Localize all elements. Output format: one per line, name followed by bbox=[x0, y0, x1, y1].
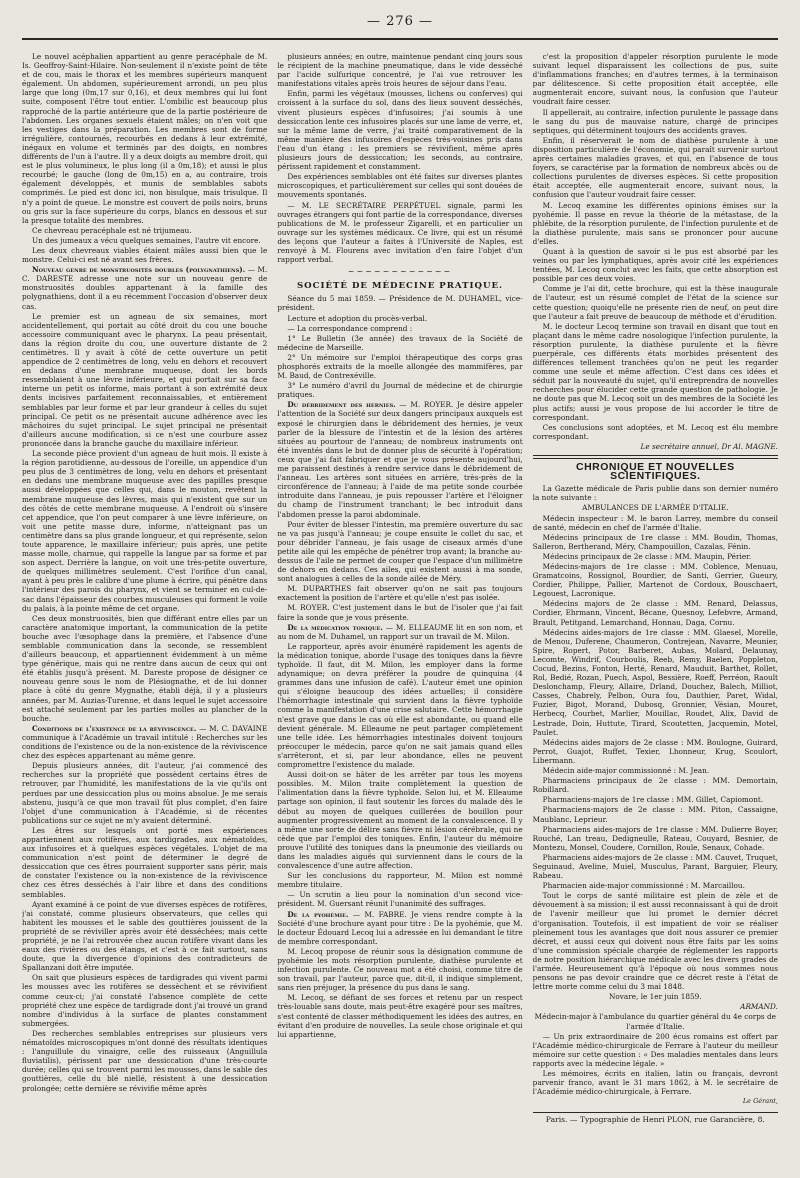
paragraph: Depuis plusieurs années, dit l'auteur, j'ai commencé des recherches sur la propriété que possèdent certains êtres de retrouver, par l'humidité, les manifestations de la vie qu'ils ont perdues par une dessiccation plus ou moins absolue. Je me serais abstenu, jusqu'à ce que mon travail fût plus complet, d'en faire l'objet d'une communication à l'Académie, si de récentes publications sur ce sujet ne m'y avaient déterminé. bbox=[22, 761, 268, 825]
paragraph: Pharmaciens-majors de 2e classe : MM. Piton, Cassaigne, Maublanc, Leprieur. bbox=[532, 805, 778, 824]
header-rule bbox=[22, 38, 778, 40]
paragraph: Séance du 5 mai 1859. — Présidence de M. DUHAMEL, vice-président. bbox=[277, 294, 523, 313]
article-heading bbox=[22, 265, 267, 310]
paragraph: — M. C. DARESTE adresse une note sur un nouveau genre de monstruosités doubles appartenant à la famille des polygnathiens, dont il a eu récemment l'occasion d'observer deux cas. bbox=[22, 265, 268, 311]
paragraph: — M. ELLEAUME lit en son nom, et au nom de M. Duhamel, un rapport sur un travail de M. Milon. bbox=[277, 622, 523, 641]
paragraph: Le nouvel acéphalien appartient au genre peracéphale de M. Is. Geoffroy-Saint-Hilaire. Non-seulement il n'existe point de tête et de cou, mais le thorax et les membres supérieurs manquent également. Un abdomen, supérieurement arrondi, un peu plus large que long (0m,17 sur 0,16), et deux membres qui lui font suite, composent l'être tout entier. L'ombilic est beaucoup plus rapproché de la partie antérieure que de la partie postérieure de l'abdomen. Les organes sexuels étaient mâles; on n'en voit que les vestiges dans la préparation. Les membres sont de forme irrégulière, contournés, recourbés en dedans à leur extrémité, inégaux en volume et terminés par des doigts, en nombres différents de l'un à l'autre. Il y a deux doigts au membre droit, qui est le plus volumineux, le plus long (il a 0m,18); et aussi le plus recourbé; le gauche (long de 0m,15) en a, au contraire, trois également développés, et munis de semblables sabots comprimés. Le pied est donc ici, non bisulque, mais trisulque. Il n'y a point de queue. Le monstre est couvert de poils noirs, bruns ou gris sur la face supérieure du corps, blancs en dessous et sur la presque totalité des membres. bbox=[22, 52, 268, 225]
paragraph: On sait que plusieurs espèces de tardigrades qui vivent parmi les mousses avec les rotifères se dessèchent et se réviviﬁent comme ceux-ci; j'ai constaté l'absence complète de cette propriété chez une espèce de tardigrade dont j'ai trouvé un grand nombre d'individus à la surface de plantes constamment submergées. bbox=[22, 973, 268, 1028]
paragraph: — M. LE SECRÉTAIRE PERPÉTUEL signale, parmi les ouvrages étrangers qui font partie de la correspondance, diverses publications de M. le professeur Zigarelli, et en particulier un ouvrage sur les systèmes médicaux. Ce livre, qui est un résumé des leçons que l'auteur a faites à l'Université de Naples, est renvoyé à M. Flourens avec invitation d'en faire l'objet d'un rapport verbal. bbox=[277, 200, 523, 265]
paragraph: Médecins-majors de 1re classe : MM. Coblence, Menuau, Gramatcoins, Rossignol, Bourdier, de Santi, Gerrier, Gueury, Cordier, Philippe, Pallier, Martenot de Cordoux, Bouschaert, Legouest, Lacronique. bbox=[532, 561, 778, 599]
paragraph: c'est la proposition d'appeler résorption purulente le mode suivant lequel disparaissent les collections de pus, suite d'inflammations franches; en d'autres termes, à la terminaison par délitescence. Si cette proposition était acceptée, elle augmenterait encore, suivant nous, la confusion que l'auteur voudrait faire cesser. bbox=[532, 52, 778, 107]
paragraph: Médecins principaux de 2e classe : MM. Maupin, Périer. bbox=[542, 551, 752, 561]
paragraph: Il appellerait, au contraire, infection purulente le passage dans le sang du pus de mauvaise nature, chargé de principes septiques, qui déterminent toujours des accidents graves. bbox=[532, 107, 778, 135]
paragraph: M. ROYER. C'est justement dans le but de l'isoler que j'ai fait faire la sonde que je vous présente. bbox=[277, 603, 523, 622]
paragraph: M. Lecoq propose de réunir sous la désignation commune de pyohémie les mots résorption purulente, diathèse purulente et infection purulente. Ce nouveau mot a été choisi, comme titre de son travail, par l'auteur, parce que, dit-il, il indique simplement, sans rien préjuger, la présence du pus dans le sang. bbox=[277, 946, 523, 993]
dateline: Novare, le 1er juin 1859. bbox=[609, 992, 702, 1002]
author-name: ARMAND. bbox=[740, 1002, 778, 1012]
paragraph: Le rapporteur, après avoir énuméré rapidement les agents de la médication tonique, aborde l'usage des toniques dans la fièvre typhoïde. Il faut, dit M. Milon, les employer dans la forme adynamique; on devra préférer la poudre de quinquina (4 grammes dans une infusion de café). L'auteur émet une opinion qui s'éloigne beaucoup des idées actuelles; il considère l'hémorrhagie intestinale qui survient dans la fièvre typhoïde comme la manifestation d'une crise salutaire. Cette hémorrhagie n'est grave que dans le cas où elle est abondante, ou quand elle devient générale. M. Elleaume ne peut partager complètement une telle idée. Les hémorrhagies intestinales doivent toujours préoccuper le médecin, parce qu'on ne sait jamais quand elles s'arrêteront, et si, par leur abondance, elles ne peuvent compromettre l'existence du malade. bbox=[277, 641, 523, 770]
paragraph: Les deux chevreaux viables étaient mâles aussi bien que le monstre. Celui-ci est né avant ses frères. bbox=[22, 245, 268, 265]
author-title: Médecin-major à l'ambulance du quartier général du 4e corps de l'armée d'Italie. bbox=[534, 1012, 776, 1031]
paragraph: 3° Le numéro d'avril du Journal de médecine et de chirurgie pratiques. bbox=[277, 381, 523, 400]
paragraph: Médecins aides majors de 2e classe : MM. Boulogne, Guirard, Perrot, Guajot, Ruffet, Texier, Lhonneur, Krug, Scoulort, Libermann. bbox=[532, 737, 778, 765]
paragraph: Aussi doit-on se hâter de les arrêter par tous les moyens possibles. M. Milon traite complètement la question de l'alimentation dans la fièvre typhoïde. Selon lui, et M. Elleaume partage son opinion, il faut soutenir les forces du malade dès le début au moyen de quelques cuillerées de bouillon pour augmenter progressivement au moment de la convalescence. Il y a même une sorte de délire sans fièvre ni lésion cérébrale, qui ne cède que par l'emploi des toniques. Enfin, l'auteur du mémoire prouve l'utilité des toniques dans la pneumonie des vieillards ou dans les maladies aiguës qui surviennent dans le cours de la convalescence d'une autre affection. bbox=[277, 770, 523, 871]
paragraph: M. DUPARTHES fait observer qu'on ne sait pas toujours exactement la position de l'artère et qu'elle n'est pas isolée. bbox=[277, 584, 523, 603]
paragraph: Quant à la question de savoir si le pus est absorbé par les veines ou par les lymphatiques, après avoir cité les expériences tentées, M. Lecoq conclut avec les faits, que cette absorption est possible par ces deux voies. bbox=[532, 246, 778, 284]
paragraph: Ayant examiné à ce point de vue diverses espèces de rotifères, j'ai constaté, comme plusieurs observateurs, que celles qui habitent les mousses et le sable des gouttières jouissent de la propriété de se réviviller après avoir été desséchées; mais cette propriété, je ne l'ai retrouvée chez aucun rotifère vivant dans les eaux des rivières ou des étangs, et c'est à ce fait surtout, sans doute, que la divergence d'opinions des contradicteurs de Spallanzani doit être imputée. bbox=[22, 899, 268, 973]
paragraph: Le premier est un agneau de six semaines, mort accidentellement, qui portait au côté droit du cou une bouche accessoire communiquant avec le pharynx. La peau présentait, dans la région droite du cou, une ouverture distante de 2 centimètres. Il y avait à côté de cette ouverture un petit appendice de 2 centimètres de long, velu en dehors et recouvert en dedans d'une membrane muqueuse, dont les bords ressemblaient à une lèvre inférieure, et qui portait sur sa face interne un petit os informe, mais portant à son extrémité deux dents incisives parfaitement reconnaissables, et entièrement semblables par leur forme et par leur grandeur à celles du sujet principal. Ce petit os ne présentait aucune adhérence avec les mâchoires du sujet principal. Le sujet principal ne présentait d'ailleurs aucune modification, si ce n'est une courbure assez prononcée dans la branche gauche du maxillaire inférieur. bbox=[22, 311, 268, 448]
paragraph: Médecins majors de 2e classe : MM. Renard, Delassus, Cordier, Ehrmann, Vincent, Bécane, Quesnoy, Lefebvre, Armand, Brault, Petitgand, Lemarchand, Honnau, Daga, Cornu. bbox=[532, 599, 778, 627]
paragraph: M. Lecoq examine les différentes opinions émises sur la pyohémie. Il passe en revue la théorie de la métastase, de la phlébite, de la résorption purulente, de l'infection purulente et de la diathèse purulente, mais sans se prononcer pour aucune d'elles. bbox=[532, 200, 778, 246]
article-title: De la pyohémie. bbox=[287, 909, 349, 919]
paragraph: La Gazette médicale de Paris publie dans son dernier numéro la note suivante : bbox=[532, 484, 778, 503]
column-1 bbox=[22, 52, 267, 1162]
footer-rule bbox=[533, 1112, 778, 1113]
paragraph: Médecin inspecteur : M. le baron Larrey, membre du conseil de santé, médecin en chef de l'armée d'Italie. bbox=[532, 513, 778, 532]
manager-signature: Le Gérant, bbox=[742, 1097, 778, 1106]
paragraph: 2° Un mémoire sur l'emploi thérapeutique des corps gras phosphorés extraits de la moelle allongée des mammifères, par M. Baud, de Contrexéville. bbox=[277, 352, 523, 381]
paragraph: Pharmaciens aides-majors de 1re classe : MM. Dulierre Boyer, Rouché, Lan treau, Dedigneulle, Rateau, Couyard, Besnier, de Montezu, Monsel, Coudere, Cornillon, Roule, Senaux, Cohade. bbox=[532, 824, 778, 852]
paragraph: plusieurs années; en outre, maintenue pendant cinq jours sous le récipient de la machine pneumatique, dans le vide desséché par l'acide sulfurique concentré, je l'ai vue retrouver les manifestations vitales après trois heures de séjour dans l'eau. bbox=[277, 52, 523, 89]
paragraph: Sur les conclusions du rapporteur, M. Milon est nommé membre titulaire. bbox=[277, 871, 523, 890]
paragraph: M. le docteur Lecoq termine son travail en disant que tout en plaçant dans le même cadre nosologique l'infection purulente, la résorption purulente, la diathèse purulente et la fièvre puerpérale, ces différents états morbides présentent des différences tellement tranchées qu'on ne peut les regarder comme une seule et même affection. C'est dans ces idées et séduit par la nouveauté du sujet, qu'il entreprendra de nouvelles recherches pour élucider cette grande question de pathologie. Je ne doute pas que M. Lecoq soit un des membres de la Société les plus actifs; aussi je vous propose de lui accorder le titre de correspondant. bbox=[532, 321, 778, 422]
paragraph: Pour éviter de blesser l'intestin, ma première ouverture du sac ne va pas jusqu'à l'anneau; je coupe ensuite le collet du sac, et pour débrider l'anneau, je fais usage de ciseaux armés d'une petite aile qui les empêche de pénétrer trop avant; la branche au-dessus de l'aile ne permet de couper que l'espace d'un millimètre de dehors en dedans. Ces ailes, qui existent aussi à ma sonde, sont analogues à celles de la sonde ailée de Méry. bbox=[277, 519, 523, 584]
page-header bbox=[22, 14, 778, 36]
paragraph: Enfin, il réserverait le nom de diathèse purulente à une disposition particulière de l'économie, qui paraît survenir surtout après certaines maladies graves, et qui, en l'absence de tous foyers, se caractérise par la formation de nombreux abcès ou de collections purulentes de diverses espèces. Si cette proposition était acceptée, elle augmenterait encore, suivant nous, la confusion que l'auteur voudrait faire cesser. bbox=[532, 135, 778, 200]
paragraph: Comme je l'ai dit, cette brochure, qui est la thèse inaugurale de l'auteur, est un résumé complet de l'état de la science sur cette question; quoiqu'elle ne présente rien de neuf, on peut dire que l'auteur a fait preuve de beaucoup de méthode et d'érudition. bbox=[532, 284, 778, 321]
paragraph: — M. FABRE. Je viens rendre compte à la Société d'une brochure ayant pour titre : De la pyohémie, que M. le docteur Édouard Lecoq lui a adressée en lui demandant le titre de membre correspondant. bbox=[277, 909, 523, 946]
paragraph: Les êtres sur lesquels ont porté mes expériences appartiennent aux rotifères, aux tardigrades, aux nématoïdes, aux infusoires et à quelques espèces végétales. L'objet de ma communication n'est point de déterminer le degré de dessiccation que ces êtres pourraient supporter sans périr, mais de constater l'existence ou la non-existence de la réviviscence chez ces êtres desséchés à l'air libre et dans des conditions semblables. bbox=[22, 825, 268, 899]
page-number: — 276 — bbox=[366, 14, 434, 29]
paragraph: Médecins aides-majors de 1re classe : MM. Glaesel, Morelle, de Menou, Duferene, Chaumeron, Contrejean, Navarre, Meunier, Spire, Ropert, Potor, Barberet, Aubas, Molard, Delaunay, Lecomte, Windrif, Courboulis, Reeb, Remy, Baelen, Poppleton, Cocud, Bezins, Fonton, Herté, Renard, Mauduit, Barthet, Rollet, Rol, Bedié, Rozan, Puech, Aspol, Bessière, Roeff, Perréon, Raoult Deslonchamp, Fleury, Allaire, Drland, Douchez, Balech, Milliot, Casses, Chabrely, Pelbon, Oura fou, Dauthier, Paret, Widal, Fuzier, Bigot, Morand, Dubosq, Gronnier, Vésian, Mouret, Herbecq, Courbet, Marlier, Mouillac, Roudet, Alix, David de Lestrade, Doin, Huttute, Tirard, Scoutetten, Jacquemin, Motel, Paulet. bbox=[532, 627, 778, 737]
paragraph: 1° Le Bulletin (3e année) des travaux de la Société de médecine de Marseille. bbox=[277, 333, 523, 352]
section-title: SOCIÉTÉ DE MÉDECINE PRATIQUE. bbox=[296, 281, 504, 292]
paragraph: Pharmaciens aides-majors de 2e classe : MM. Cauvet, Truquet, Seguinaud, Aveline, Muiel, Musculus, Parant, Barguier, Fleury, Rabeau. bbox=[532, 852, 778, 881]
section-title: CHRONIQUE ET NOUVELLES SCIENTIFIQUES. bbox=[576, 461, 735, 483]
divider-ornament: ~~~~~~~~~~~~ bbox=[347, 267, 453, 277]
article-heading bbox=[277, 400, 522, 518]
paragraph: Ces conclusions sont adoptées, et M. Lecoq est élu membre correspondant. bbox=[532, 422, 778, 441]
paragraph: Ces deux monstruosités, bien que différant entre elles par un caractère anatomique important, la communication de la petite bouche avec l'œsophage dans la première, et l'absence d'une semblable communication dans la seconde, se ressemblent d'ailleurs beaucoup, et appartiennent évidemment à un même type générique, mais qui ne rentre dans aucun de ceux qui ont été établis jusqu'à présent. M. Dareste propose de désigner ce nouveau genre sous le nom de Plésiognathe, et de lui donner place à côté du genre Mygnathe, établi déjà, il y a plusieurs années, par M. Auzias-Turenne, et dans lequel le sujet accessoire est attaché seulement par les parties molles au plancher de la bouche. bbox=[22, 613, 268, 723]
paragraph: — La correspondance comprend : bbox=[287, 323, 413, 333]
paragraph: Les mémoires, écrits en italien, latin ou français, devront parvenir franco, avant le 31 mars 1862, à M. le secrétaire de l'Académie médico-chirurgicale, à Ferrare. bbox=[532, 1069, 778, 1097]
column-2 bbox=[277, 52, 522, 1162]
paragraph: M. Lecoq, se défiant de ses forces et retenu par un respect très-louable sans doute, mais peut-être exagéré pour ses maîtres, s'est contenté de classer méthodiquement les idées des autres, en évitant d'en produire de nouvelles. La seule chose originale et qui lui appartienne, bbox=[277, 993, 523, 1039]
column-3 bbox=[533, 52, 778, 1162]
article-heading bbox=[277, 910, 522, 946]
article-title: Conditions de l'existence de la réviviscence. bbox=[32, 723, 197, 733]
article-title: De la médication tonique. bbox=[287, 622, 383, 632]
paragraph: Des expériences semblables ont été faites sur diverses plantes microscopiques, et particulièrement sur celles qui sont douées de mouvements spontanés. bbox=[277, 172, 523, 200]
paragraph: Des recherches semblables entreprises sur plusieurs vers nématoïdes microscopiques m'ont donné des résultats identiques : l'anguillule du vinaigre, celle des ruisseaux (Anguillula fluviatilis), périssent par une dessiccation d'une très-courte durée; celles qui se trouvent parmi les mousses, dans le sable des gouttières, celle du blé niellé, résistent à une dessiccation prolongée; cette dernière se réviviﬁe même après bbox=[22, 1028, 268, 1093]
signature: Le secrétaire annuel, Dr Al. MAGNE. bbox=[640, 441, 778, 451]
paragraph: La seconde pièce provient d'un agneau de huit mois. Il existe à la région parotidienne, au-dessous de l'oreille, un appendice d'un peu plus de 3 centimètres de long, velu en dehors et présentant en dedans une membrane muqueuse avec des papilles presque aussi développées que celles qui, dans le mouton, revêtent la membrane muqueuse des lèvres, mais qui n'existent que sur un des côtés de cette membrane muqueuse. A l'endroit où s'insère cet appendice, que l'on peut comparer à une lèvre inférieure, on voit une petite masse dure, informe, n'atteignant pas un centimètre dans sa plus grande longueur, et qui représente, selon toute apparence, le maxillaire inférieur; puis après, une petite masse molle, charnue, qui rappelle la langue par sa forme et par son aspect. Derrière la langue, on voit une très-petite ouverture, de quelques millimètres seulement. C'est l'orifice d'un canal, ayant à peu près le calibre d'une plume à écrire, qui pénètre dans l'intérieur des parois du pharynx, et vient se terminer en cul-de-sac dans l'épaisseur des courbes musculeuses qui forment le voile du palais, à la pointe même de cet organe. bbox=[22, 449, 268, 613]
paragraph: Médecins principaux de 1re classe : MM. Boudin, Thomas, Salleron, Bertherand, Méry, Champouillon, Cazalas, Fénin. bbox=[532, 532, 778, 551]
article-title: Du débridement des hernies. bbox=[287, 400, 396, 410]
article-title: Nouveau genre de monstruosités doubles (polygnathiens). bbox=[32, 265, 246, 275]
article-heading bbox=[277, 623, 522, 641]
paragraph: Pharmacien aide-major commissionné : M. Marcaillou. bbox=[542, 881, 745, 891]
paragraph: Pharmaciens principaux de 2e classe : MM. Demortain, Robillard. bbox=[532, 776, 778, 795]
paragraph: Enfin, parmi les végétaux (mousses, lichens ou conferves) qui croissent à la surface du sol, dans des lieux souvent desséchés, vivent plusieurs espèces d'infusoires; j'ai soumis à une dessiccation lente ces infusoires placés sur une lame de verre, et, sur la même lame de verre, j'ai traité comparativement de la même manière des infusoires d'espèces très-voisines pris dans l'eau d'un étang : les premiers se réviviﬁent, même après plusieurs jours de dessiccation; les seconds, au contraire, périssent rapidement et constamment. bbox=[277, 89, 523, 172]
paragraph: Lecture et adoption du procès-verbal. bbox=[287, 313, 428, 323]
paragraph: Médecin aide-major commissionné : M. Jean. bbox=[542, 766, 710, 776]
subsection-title: AMBULANCES DE L'ARMÉE D'ITALIE. bbox=[582, 503, 729, 513]
paragraph: — M. ROYER. Je désire appeler l'attention de la Société sur deux dangers principaux auxquels est exposé le chirurgien dans le débridement des hernies, je veux parler de la blessure de l'intestin et de la lésion des artères situées au pourtour de l'anneau; de nombreux instruments ont été inventés dans le but de donner plus de sécurité à l'opération; ceux que j'ai fait fabriquer et que je vous présente aujourd'hui, me paraissent destinés à rendre service dans le débridement de l'anneau. Les artères sont situées en arrière, très-près de la circonférence de l'anneau; à l'aide de ma petite sonde courbée introduite dans l'anneau, je puis repousser l'artère et l'éloigner du champ de l'instrument tranchant; le bec introduit dans l'abdomen presse la paroi abdominale. bbox=[277, 400, 523, 519]
columns bbox=[22, 52, 778, 1162]
paragraph: Un des jumeaux a vécu quelques semaines, l'autre vit encore. bbox=[32, 235, 261, 245]
paragraph: Tout le corps de santé militaire est plein de zèle et de dévouement à sa mission; il est aussi reconnaissant à qui de droit de l'avenir meilleur que lui promet le dernier décret d'organisation. Toutefois, il est impatient de voir se réaliser pleinement tous les avantages que doit nous assurer ce premier décret, et aussi ceux qui doivent nous être faits par les soins d'une commission spéciale chargée de réglementer les rapports de notre position hiérarchique médicale avec les divers grades de l'armée. Heureusement qu'à l'époque où nous sommes nous pensons ne pas devoir craindre que ce décret reste à l'état de lettre morte comme celui du 3 mai 1848. bbox=[532, 891, 778, 992]
paragraph: — Un prix extraordinaire de 200 écus romains est offert par l'Académie médico-chirurgicale de Ferrare à l'auteur du meilleur mémoire sur cette question : « Des maladies mentales dans leurs rapports avec la médecine légale. » bbox=[532, 1031, 778, 1068]
section-divider bbox=[533, 455, 778, 459]
article-heading bbox=[22, 724, 267, 760]
printer-imprint: Paris. — Typographie de Henri PLON, rue Garancière, 8. bbox=[545, 1115, 765, 1125]
paragraph: — M. C. DAVAINE communique à l'Académie un travail intitulé : Recherches sur les conditions de l'existence ou de la non-existence de la réviviscence chez des espèces appartenant au même genre. bbox=[22, 723, 268, 761]
paragraph: Ce chevreau peracéphale est né trijumeau. bbox=[32, 225, 192, 235]
paragraph: — Un scrutin a lieu pour la nomination d'un second vice-président. M. Guersant réunit l'unanimité des suffrages. bbox=[277, 890, 523, 909]
paragraph: Pharmaciens-majors de 1re classe : MM. Gillet, Capiomont. bbox=[542, 795, 764, 805]
